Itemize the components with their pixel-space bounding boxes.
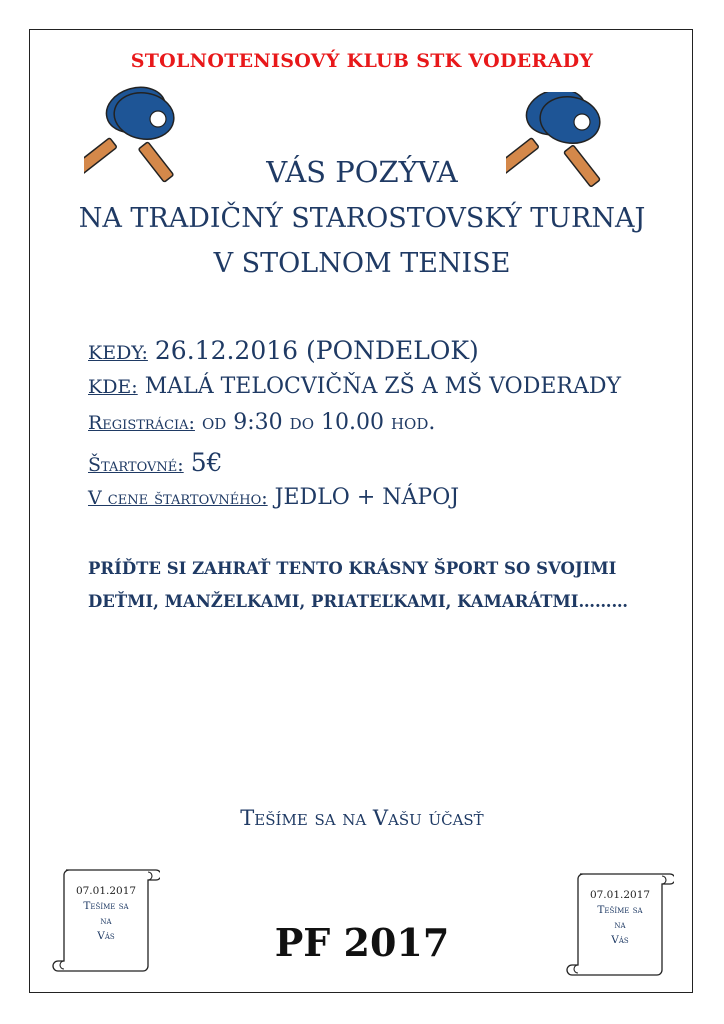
where-value: MALÁ TELOCVIČŇA ZŠ A MŠ VODERADY <box>144 374 622 399</box>
scroll-text-right <box>576 888 664 948</box>
tournament-sport: V STOLNOM TENISE <box>213 248 511 279</box>
club-title: STOLNOTENISOVÝ KLUB STK VODERADY <box>130 50 594 72</box>
scroll-date: 07.01.2017 <box>589 889 651 901</box>
where-label: KDE: <box>88 376 138 398</box>
scroll-line-3: Vás <box>97 930 115 942</box>
fee-label: Štartovné: <box>88 454 184 476</box>
scroll-note-right <box>566 866 674 978</box>
detail-included <box>88 485 459 510</box>
pf-greeting: PF 2017 <box>274 920 450 965</box>
registration-value: od 9:30 do 10.00 hod. <box>201 410 436 435</box>
registration-label: Registrácia: <box>88 412 195 434</box>
tournament-name: NA TRADIČNÝ STAROSTOVSKÝ TURNAJ <box>78 203 646 234</box>
invite-line-1: PRÍĎTE SI ZAHRAŤ TENTO KRÁSNY ŠPORT SO SVOJIMI <box>88 559 617 578</box>
scroll-line-2: na <box>100 915 112 927</box>
detail-when <box>88 336 479 365</box>
detail-fee <box>88 448 223 477</box>
invite-heading: VÁS POZÝVA <box>266 155 458 189</box>
invite-text <box>88 552 628 618</box>
included-value: JEDLO + NÁPOJ <box>274 485 460 510</box>
scroll-date: 07.01.2017 <box>75 885 137 897</box>
closing-text: Tešíme sa na Vašu účasť <box>240 806 484 830</box>
when-value: 26.12.2016 (PONDELOK) <box>154 336 479 365</box>
included-label: V cene štartovného: <box>88 487 268 509</box>
scroll-line-2: na <box>614 919 626 931</box>
scroll-line-3: Vás <box>611 934 629 946</box>
detail-registration <box>88 410 435 435</box>
when-label: KEDY: <box>88 342 148 364</box>
fee-value: 5€ <box>190 448 223 477</box>
invite-line-2: DEŤMI, MANŽELKAMI, PRIATEĽKAMI, KAMARÁTMI……… <box>88 592 629 611</box>
scroll-line-1: Tešíme sa <box>83 900 129 912</box>
scroll-line-1: Tešíme sa <box>597 904 643 916</box>
detail-where <box>88 374 621 399</box>
